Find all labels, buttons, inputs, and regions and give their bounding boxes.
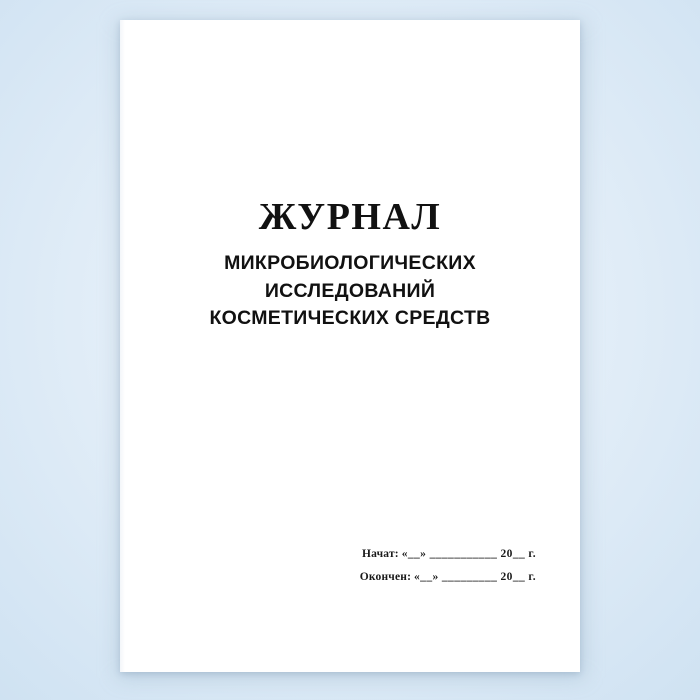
dates-block: [120, 543, 580, 588]
date-row-started: [120, 543, 536, 565]
title-block: [120, 198, 580, 333]
journal-cover: [120, 20, 580, 672]
subtitle-line-2: ИССЛЕДОВАНИЙ: [264, 279, 436, 302]
date-row-finished: [120, 566, 536, 588]
subtitle-line-3: КОСМЕТИЧЕСКИХ СРЕДСТВ: [209, 307, 491, 330]
date-label-finished: Окончен:: [359, 570, 412, 583]
date-label-started: Начат:: [361, 548, 399, 561]
document-title: ЖУРНАЛ: [258, 196, 442, 238]
document-subtitle: [148, 250, 552, 333]
date-value-started: «__» ___________ 20__ г.: [401, 548, 536, 561]
subtitle-line-1: МИКРОБИОЛОГИЧЕСКИХ: [224, 251, 476, 274]
date-value-finished: «__» _________ 20__ г.: [414, 570, 536, 583]
